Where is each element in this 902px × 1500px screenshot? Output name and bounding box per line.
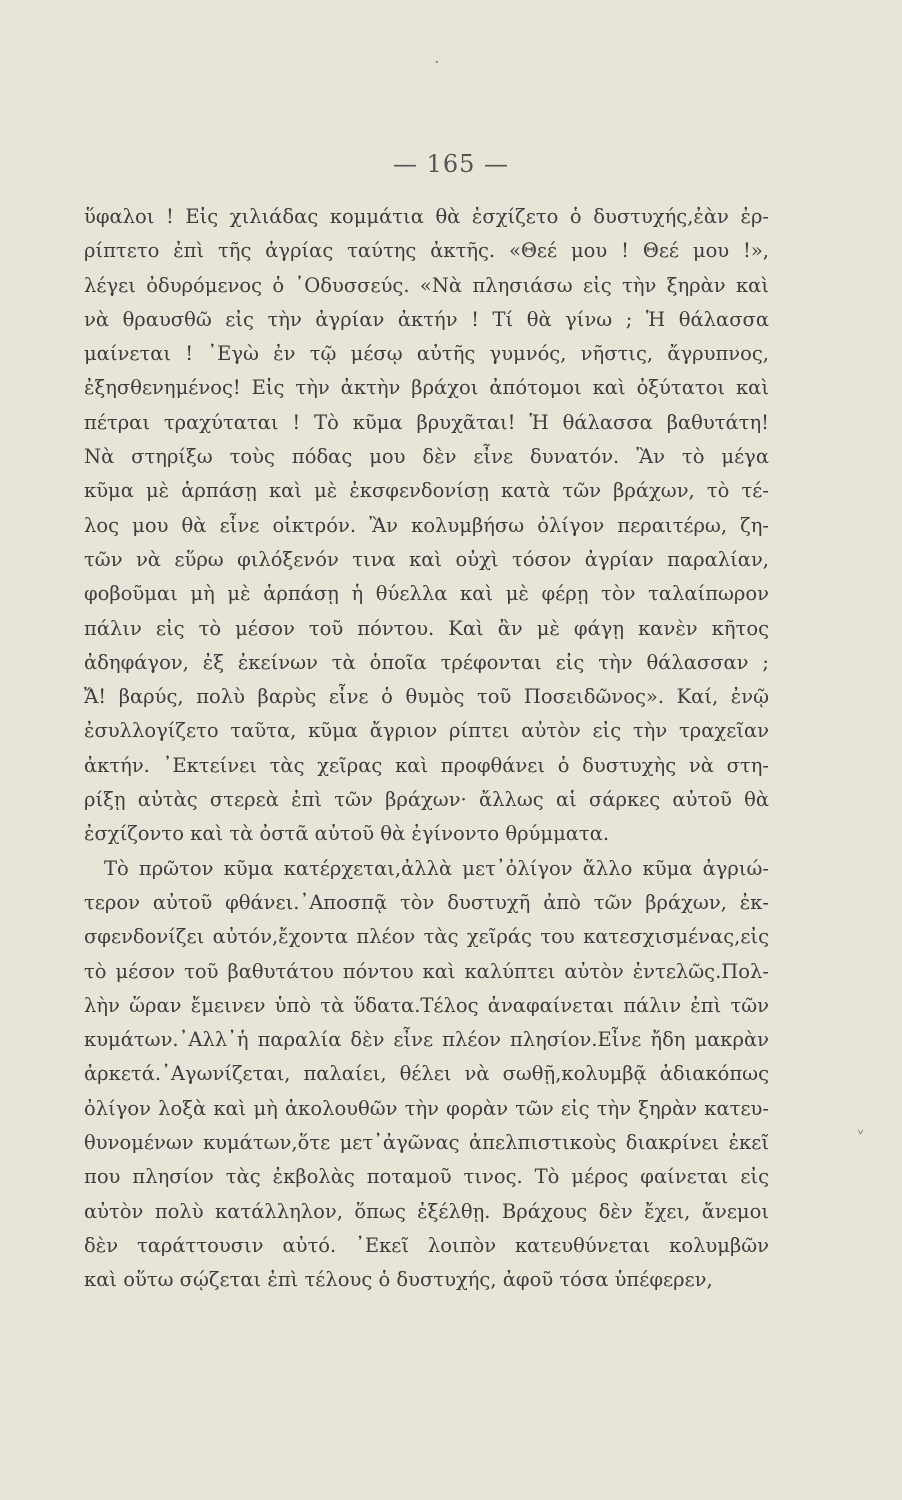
text-line: ρίξῃ αὐτὰς στερεὰ ἐπὶ τῶν βράχων· ἄλλως αἱ σάρκες αὐτοῦ θὰ <box>84 788 769 812</box>
text-line: κῦμα μὲ ἁρπάσῃ καὶ μὲ ἐκσφενδονίσῃ κατὰ τῶν βράχων, τὸ τέ- <box>84 479 769 503</box>
text-line: νὰ θραυσθῶ εἰς τὴν ἀγρίαν ἀκτήν ! Τί θὰ γίνω ; Ἡ θάλασσα <box>84 307 769 331</box>
margin-mark: ˅ <box>856 1128 865 1149</box>
text-line: μαίνεται ! ᾿Εγὼ ἐν τῷ μέσῳ αὐτῆς γυμνός, νῆστις, ἄγρυπνος, <box>84 342 769 366</box>
text-line: θυνομένων κυμάτων,ὅτε μετ᾿ἀγῶνας ἀπελπιστικοὺς διακρίνει ἐκεῖ <box>84 1131 769 1155</box>
text-line: ἐσυλλογίζετο ταῦτα, κῦμα ἄγριον ρίπτει αὐτὸν εἰς τὴν τραχεῖαν <box>84 719 769 743</box>
text-line: που πλησίον τὰς ἐκβολὰς ποταμοῦ τινος. Τὸ μέρος φαίνεται εἰς <box>84 1165 769 1189</box>
text-line: τὸ μέσον τοῦ βαθυτάτου πόντου καὶ καλύπτει αὐτὸν ἐντελῶς.Πολ- <box>84 959 769 983</box>
text-line: ἐξησθενημένος! Εἰς τὴν ἀκτὴν βράχοι ἀπότομοι καὶ ὀξύτατοι καὶ <box>84 376 769 400</box>
text-line: λος μου θὰ εἶνε οἰκτρόν. Ἂν κολυμβήσω ὀλίγον περαιτέρω, ζη- <box>84 513 769 537</box>
text-line: Νὰ στηρίξω τοὺς πόδας μου δὲν εἶνε δυνατόν. Ἂν τὸ μέγα <box>84 445 769 469</box>
text-line: Τὸ πρῶτον κῦμα κατέρχεται,ἀλλὰ μετ᾿ὀλίγον ἄλλο κῦμα ἀγριώ- <box>104 856 769 880</box>
text-line: καὶ οὕτω σῴζεται ἐπὶ τέλους ὁ δυστυχής, ἀφοῦ τόσα ὑπέφερεν, <box>84 1268 713 1292</box>
text-line: πέτραι τραχύταται ! Τὸ κῦμα βρυχᾶται! Ἡ θάλασσα βαθυτάτη! <box>84 410 769 434</box>
text-line: ἀρκετά.᾿Αγωνίζεται, παλαίει, θέλει νὰ σωθῇ,κολυμβᾷ ἀδιακόπως <box>84 1062 769 1086</box>
text-line: ἀκτήν. ᾿Εκτείνει τὰς χεῖρας καὶ προφθάνει ὁ δυστυχὴς νὰ στη- <box>84 753 769 777</box>
text-line: λὴν ὥραν ἔμεινεν ὑπὸ τὰ ὕδατα.Τέλος ἀναφαίνεται πάλιν ἐπὶ τῶν <box>84 993 769 1017</box>
text-line: τερον αὐτοῦ φθάνει.᾿Αποσπᾷ τὸν δυστυχῆ ἀπὸ τῶν βράχων, ἐκ- <box>84 890 769 914</box>
text-line: φοβοῦμαι μὴ μὲ ἁρπάσῃ ἡ θύελλα καὶ μὲ φέρῃ τὸν ταλαίπωρον <box>84 582 769 606</box>
text-line: δὲν ταράττουσιν αὐτό. ᾿Εκεῖ λοιπὸν κατευθύνεται κολυμβῶν <box>84 1233 769 1257</box>
text-line: πάλιν εἰς τὸ μέσον τοῦ πόντου. Καὶ ἂν μὲ φάγῃ κανὲν κῆτος <box>84 616 769 640</box>
text-line: λέγει ὀδυρόμενος ὁ ᾿Οδυσσεύς. «Νὰ πλησιάσω εἰς τὴν ξηρὰν καὶ <box>84 273 769 297</box>
text-line: ὕφαλοι ! Εἰς χιλιάδας κομμάτια θὰ ἐσχίζετο ὁ δυστυχής,ἐὰν ἐρ- <box>84 205 769 228</box>
text-line: ἐσχίζοντο καὶ τὰ ὀστᾶ αὐτοῦ θὰ ἐγίνοντο θρύμματα. <box>84 822 610 846</box>
text-line: ρίπτετο ἐπὶ τῆς ἀγρίας ταύτης ἀκτῆς. «Θεέ μου ! Θεέ μου !», <box>84 239 769 263</box>
text-line: αὐτὸν πολὺ κατάλληλον, ὅπως ἐξέλθῃ. Βράχους δὲν ἔχει, ἄνεμοι <box>84 1199 769 1223</box>
text-line: ἀδηφάγον, ἐξ ἐκείνων τὰ ὁποῖα τρέφονται εἰς τὴν θάλασσαν ; <box>84 650 769 674</box>
ink-speck: · <box>434 52 440 73</box>
text-line: Ἄ! βαρύς, πολὺ βαρὺς εἶνε ὁ θυμὸς τοῦ Ποσειδῶνος». Καί, ἐνῷ <box>84 685 769 709</box>
page-body-text <box>84 200 769 1298</box>
page-number: — 165 — <box>392 150 510 178</box>
text-line: σφενδονίζει αὐτόν,ἔχοντα πλέον τὰς χεῖράς του κατεσχισμένας,εἰς <box>84 925 769 949</box>
text-line: κυμάτων.᾿Αλλ᾿ἡ παραλία δὲν εἶνε πλέον πλησίον.Εἶνε ἤδη μακρὰν <box>84 1028 769 1052</box>
text-line: ὀλίγον λοξὰ καὶ μὴ ἀκολουθῶν τὴν φορὰν τῶν εἰς τὴν ξηρὰν κατευ- <box>84 1096 769 1120</box>
text-line: τῶν νὰ εὕρω φιλόξενόν τινα καὶ οὐχὶ τόσον ἀγρίαν παραλίαν, <box>84 547 769 571</box>
